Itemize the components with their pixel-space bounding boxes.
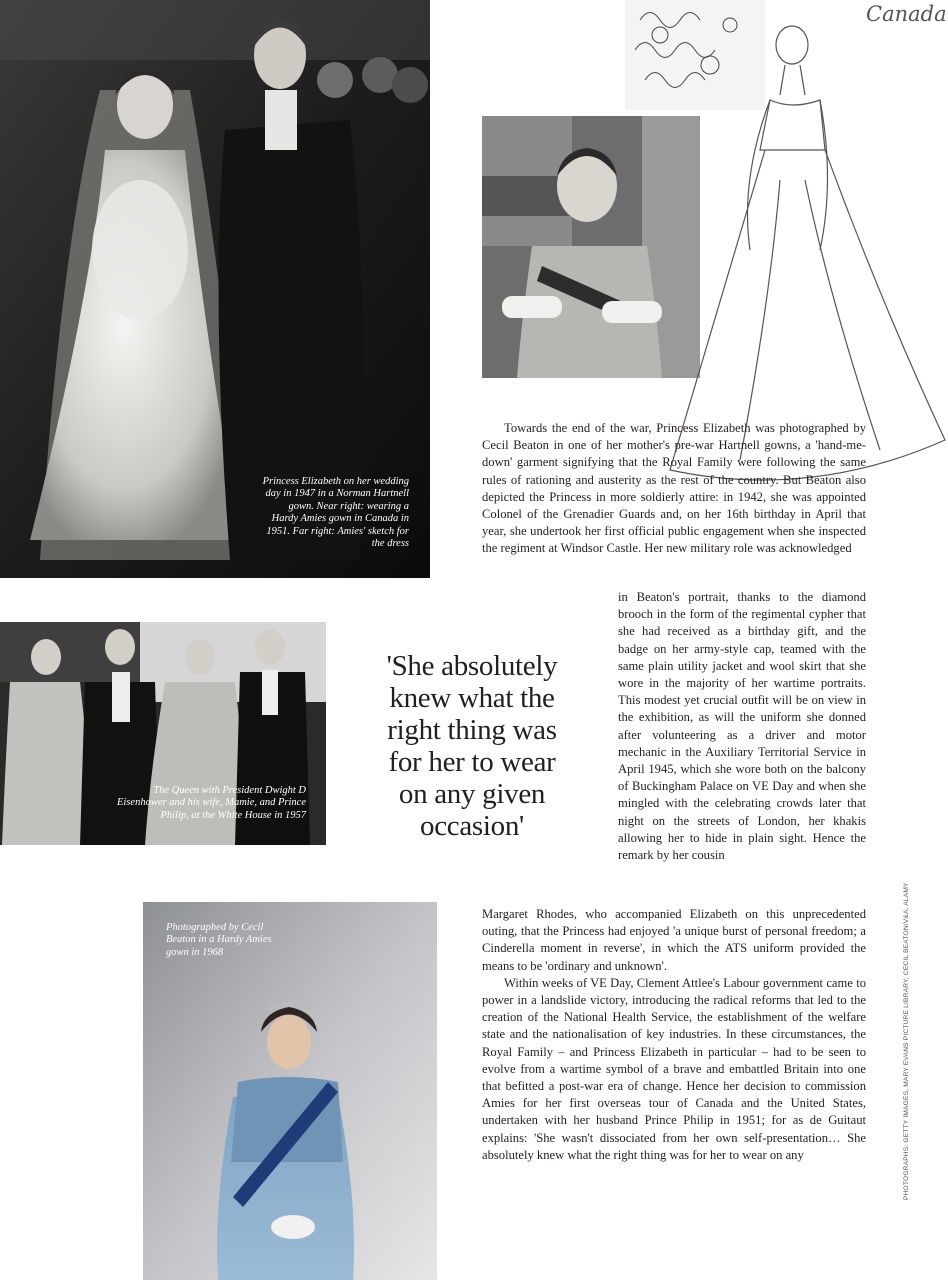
white-house-caption: The Queen with President Dwight D Eisenhower and his wife, Mamie, and Prince Philip, at the White House in 1957 [117,785,306,821]
article-paragraph-1-bottom: Margaret Rhodes, who accompanied Elizabeth on this unprecedented outing, that the Princess had enjoyed 'a unique burst of personal freedom; a Cinderella moment in reverse', in which the ATS uniform provided the means to be 'ordinary and unknown'. [482,907,866,973]
pull-quote: 'She absolutely knew what the right thing was for her to wear on any given occasion' [386,650,558,842]
article-paragraph-2: Within weeks of VE Day, Clement Attlee's Labour government came to power in a landslide victory, introducing the radical reforms that led to the creation of the National Health Service, the establishment of the welfare state and the nationalisation of key industries. In these circumstances, the Royal Family – and Princess Elizabeth in particular – had to be seen to evolve from a wartime symbol of a brave and embattled Britain into one that befitted a post-war era of change. Hence her decision to commission Amies for her first overseas tour of Canada and the United States, undertaken with her husband Prince Philip in 1951; for as de Guitaut explains: 'She wasn't dissociated from her own self-presentation… She absolutely knew what the right thing was for her to wear on any [482,975,866,1162]
article-narrow-column [618,589,866,864]
beaton-1968-caption: Photographed by Cecil Beaton in a Hardy Amies gown in 1968 [166,922,272,958]
article-paragraph-1-narrow: in Beaton's portrait, thanks to the diamond brooch in the form of the regimental cypher that she had received as a birthday gift, and the badge on her army-style cap, teamed with the same plain utility jacket and wool skirt that she wore in the majority of her wartime portraits. This modest yet crucial outfit will be on view in the exhibition, as will the uniform she donned after volunteering as a driver and motor mechanic in the Auxiliary Territorial Service in April 1945, which she wore both on the balcony of Buckingham Palace on VE Day and when she mingled with the celebrating crowds later that night on the streets of London, her khakis allowing her to hide in plain sight. Hence the remark by her cousin [618,590,866,863]
photo-credit: PHOTOGRAPHS: GETTY IMAGES, MARY EVANS PICTURE LIBRARY, CECIL BEATON/V&A, ALAMY [903,882,910,1200]
article-top [482,420,866,558]
article-paragraph-1-top: Towards the end of the war, Princess Elizabeth was photographed by Cecil Beaton in one of her mother's pre-war Hartnell gowns, a 'hand-me-down' garment signifying that the Royal Family were following the same rules of rationing and austerity as the rest of the country. But Beaton also depicted the Princess in more soldierly attire: in 1942, she was appointed Colonel of the Grenadier Guards and, on her 16th birthday in April that year, she undertook her first official public engagement when she inspected the regiment at Windsor Castle. Her new military role was acknowledged [482,421,866,556]
sketch-label: Canada [866,2,947,26]
wedding-caption: Princess Elizabeth on her wedding day in 1947 in a Norman Hartnell gown. Near right: wearing a Hardy Amies gown in Canada in 1951. Far right: Amies' sketch for the dress [262,476,409,550]
article-bottom [482,906,866,1164]
